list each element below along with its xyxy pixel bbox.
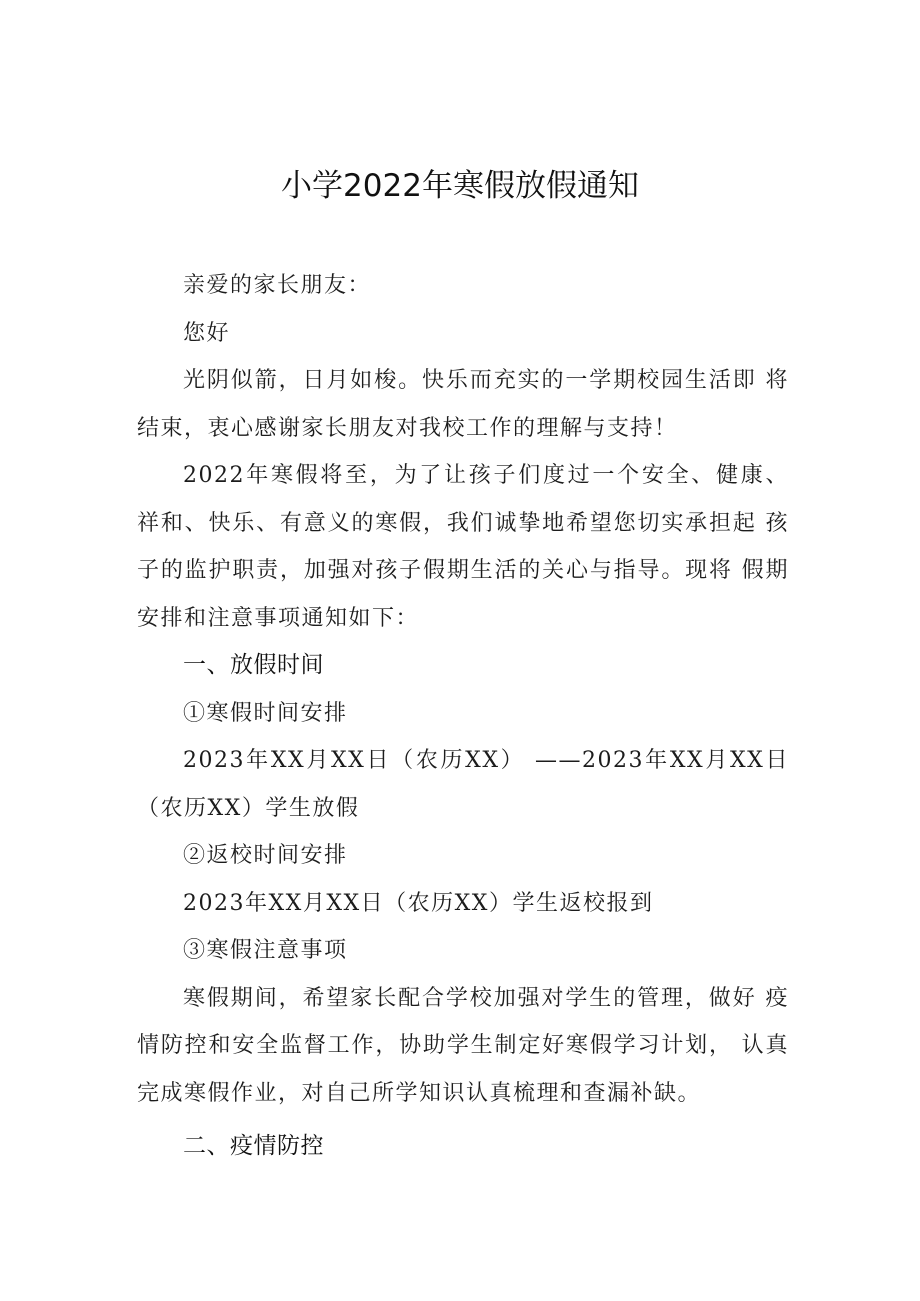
item-title-holiday-notes: ③寒假注意事项 [183, 938, 348, 963]
section-heading-holiday-time: 一、放假时间 [183, 652, 324, 678]
item-title-holiday-schedule: ①寒假时间安排 [183, 700, 348, 726]
document-body [137, 262, 789, 1171]
item-text-holiday-schedule: 2023年XX月XX日（农历XX） ——2023年XX月XX日 （农历XX）学生放假 [137, 748, 789, 821]
greeting: 您好 [183, 320, 231, 346]
section-heading-epidemic-control: 二、疫情防控 [183, 1133, 324, 1159]
purpose-paragraph: 2022年寒假将至，为了让孩子们度过一个安全、健康、 祥和、快乐、有意义的寒假，我们诚挚地希望您切实承担起 孩子的监护职责，加强对孩子假期生活的关心与指导。现将 假期安排和注意事项通知如下： [137, 463, 789, 631]
item-title-return-schedule: ②返校时间安排 [183, 843, 348, 868]
item-text-holiday-notes: 寒假期间，希望家长配合学校加强对学生的管理，做好 疫情防控和安全监督工作，协助学生制定好寒假学习计划， 认真完成寒假作业，对自己所学知识认真梳理和查漏补缺。 [137, 985, 789, 1106]
intro-paragraph: 光阴似箭，日月如梭。快乐而充实的一学期校园生活即 将结束，衷心感谢家长朋友对我校工作的理解与支持！ [137, 368, 789, 441]
document-title: 小学2022年寒假放假通知 [281, 168, 639, 204]
salutation: 亲爱的家长朋友： [183, 273, 372, 298]
item-text-return-schedule: 2023年XX月XX日（农历XX）学生返校报到 [183, 890, 654, 916]
